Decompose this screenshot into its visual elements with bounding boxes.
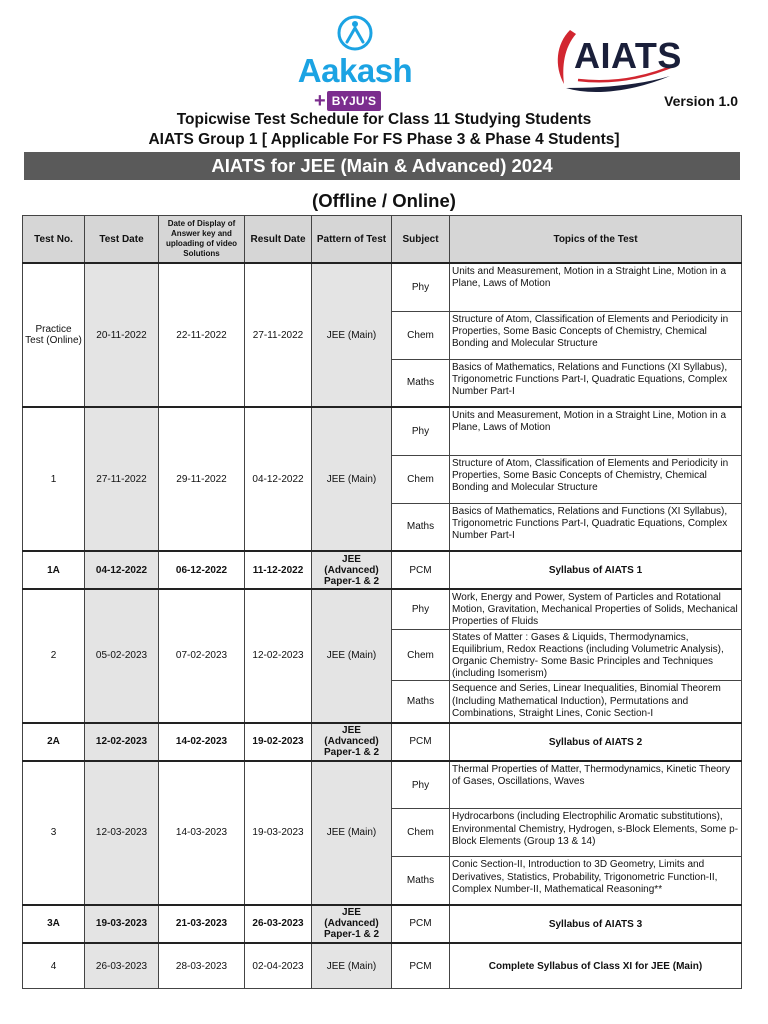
table-row <box>23 589 742 629</box>
header-test-no: Test No. <box>23 216 85 264</box>
cell-test-date: 27-11-2022 <box>85 407 159 551</box>
cell-pattern: JEE (Advanced) Paper-1 & 2 <box>312 551 392 589</box>
header-result-date: Result Date <box>245 216 312 264</box>
byjus-badge <box>314 90 381 112</box>
cell-subject: Chem <box>392 455 450 503</box>
cell-pattern: JEE (Advanced) Paper-1 & 2 <box>312 723 392 761</box>
cell-subject: Phy <box>392 263 450 311</box>
table-row <box>23 263 742 311</box>
cell-test-date: 19-03-2023 <box>85 905 159 943</box>
cell-topics: Basics of Mathematics, Relations and Functions (XI Syllabus), Trigonometric Functions Part-I, Quadratic Equations, Complex Number Part-I <box>450 503 742 551</box>
cell-result-date: 26-03-2023 <box>245 905 312 943</box>
cell-test-no: 4 <box>23 943 85 989</box>
cell-topics: Conic Section-II, Introduction to 3D Geometry, Limits and Derivatives, Statistics, Probability, Trigonometric Function-II, Complex Number-II, Mathematical Reasoning** <box>450 857 742 905</box>
table-row <box>23 943 742 989</box>
cell-topics: Structure of Atom, Classification of Elements and Periodicity in Properties, Some Basic Concepts of Chemistry, Chemical Bonding and Molecular Structure <box>450 455 742 503</box>
cell-pattern: JEE (Main) <box>312 943 392 989</box>
cell-subject: Chem <box>392 629 450 681</box>
cell-topics: Units and Measurement, Motion in a Straight Line, Motion in a Plane, Laws of Motion <box>450 263 742 311</box>
cell-test-date: 12-03-2023 <box>85 761 159 905</box>
cell-topics: Syllabus of AIATS 3 <box>450 905 742 943</box>
document-subtitle: AIATS Group 1 [ Applicable For FS Phase 3 & Phase 4 Students] <box>148 131 620 148</box>
cell-topics: States of Matter : Gases & Liquids, Thermodynamics, Equilibrium, Redox Reactions (including Volumetric Analysis), Organic Chemistry- Some Basic Principles and Techniques (including Isomerism) <box>450 629 742 681</box>
table-row <box>23 761 742 809</box>
cell-test-no: 2A <box>23 723 85 761</box>
aiats-logo <box>552 18 712 98</box>
cell-result-date: 19-02-2023 <box>245 723 312 761</box>
cell-test-no: 3 <box>23 761 85 905</box>
cell-display-date: 21-03-2023 <box>159 905 245 943</box>
cell-result-date: 12-02-2023 <box>245 589 312 723</box>
cell-test-date: 04-12-2022 <box>85 551 159 589</box>
cell-topics: Complete Syllabus of Class XI for JEE (Main) <box>450 943 742 989</box>
version-label: Version 1.0 <box>664 93 738 109</box>
table-row <box>23 551 742 589</box>
table-header-row <box>23 216 742 264</box>
cell-subject: PCM <box>392 551 450 589</box>
cell-pattern: JEE (Main) <box>312 589 392 723</box>
cell-test-no: 2 <box>23 589 85 723</box>
byjus-wordmark: BYJU'S <box>327 91 382 111</box>
cell-topics: Thermal Properties of Matter, Thermodynamics, Kinetic Theory of Gases, Oscillations, Waves <box>450 761 742 809</box>
cell-subject: Phy <box>392 407 450 455</box>
header-topics: Topics of the Test <box>450 216 742 264</box>
cell-test-date: 26-03-2023 <box>85 943 159 989</box>
header-display-date: Date of Display of Answer key and uploading of video Solutions <box>159 216 245 264</box>
cell-display-date: 07-02-2023 <box>159 589 245 723</box>
cell-pattern: JEE (Advanced) Paper-1 & 2 <box>312 905 392 943</box>
cell-display-date: 14-02-2023 <box>159 723 245 761</box>
cell-pattern: JEE (Main) <box>312 263 392 407</box>
cell-pattern: JEE (Main) <box>312 761 392 905</box>
aiats-wordmark: AIATS <box>574 35 682 76</box>
cell-test-no: 3A <box>23 905 85 943</box>
cell-result-date: 27-11-2022 <box>245 263 312 407</box>
plus-icon: + <box>314 90 326 112</box>
cell-subject: Maths <box>392 359 450 407</box>
cell-topics: Syllabus of AIATS 2 <box>450 723 742 761</box>
cell-topics: Syllabus of AIATS 1 <box>450 551 742 589</box>
table-row <box>23 723 742 761</box>
cell-subject: Phy <box>392 589 450 629</box>
document-title: Topicwise Test Schedule for Class 11 Studying Students <box>176 111 592 128</box>
cell-result-date: 11-12-2022 <box>245 551 312 589</box>
cell-display-date: 22-11-2022 <box>159 263 245 407</box>
test-schedule-table <box>22 215 742 989</box>
cell-subject: PCM <box>392 723 450 761</box>
exam-mode: (Offline / Online) <box>312 190 456 211</box>
cell-subject: Chem <box>392 809 450 857</box>
cell-subject: Maths <box>392 681 450 723</box>
cell-topics: Sequence and Series, Linear Inequalities, Binomial Theorem (Including Mathematical Induction), Permutations and Combinations, Straight Lines, Conic Section-I <box>450 681 742 723</box>
cell-result-date: 19-03-2023 <box>245 761 312 905</box>
cell-topics: Units and Measurement, Motion in a Straight Line, Motion in a Plane, Laws of Motion <box>450 407 742 455</box>
cell-test-no: 1 <box>23 407 85 551</box>
table-row <box>23 905 742 943</box>
cell-topics: Basics of Mathematics, Relations and Functions (XI Syllabus), Trigonometric Functions Part-I, Quadratic Equations, Complex Number Part-I <box>450 359 742 407</box>
cell-result-date: 02-04-2023 <box>245 943 312 989</box>
cell-test-date: 05-02-2023 <box>85 589 159 723</box>
cell-pattern: JEE (Main) <box>312 407 392 551</box>
exam-banner: AIATS for JEE (Main & Advanced) 2024 <box>24 152 740 180</box>
cell-display-date: 14-03-2023 <box>159 761 245 905</box>
cell-subject: Maths <box>392 503 450 551</box>
header-pattern: Pattern of Test <box>312 216 392 264</box>
cell-subject: Chem <box>392 311 450 359</box>
aakash-emblem-icon <box>336 14 374 52</box>
cell-subject: PCM <box>392 905 450 943</box>
cell-topics: Structure of Atom, Classification of Elements and Periodicity in Properties, Some Basic Concepts of Chemistry, Chemical Bonding and Molecular Structure <box>450 311 742 359</box>
cell-display-date: 06-12-2022 <box>159 551 245 589</box>
aakash-logo <box>288 14 422 112</box>
cell-test-no: 1A <box>23 551 85 589</box>
cell-subject: Maths <box>392 857 450 905</box>
cell-topics: Hydrocarbons (including Electrophilic Aromatic substitutions), Environmental Chemistry, Hydrogen, s-Block Elements, Some p-Block Elements (Group 13 & 14) <box>450 809 742 857</box>
cell-result-date: 04-12-2022 <box>245 407 312 551</box>
cell-display-date: 29-11-2022 <box>159 407 245 551</box>
header-subject: Subject <box>392 216 450 264</box>
aakash-wordmark: Aakash <box>297 52 413 89</box>
cell-test-date: 20-11-2022 <box>85 263 159 407</box>
cell-subject: Phy <box>392 761 450 809</box>
cell-test-date: 12-02-2023 <box>85 723 159 761</box>
table-row <box>23 407 742 455</box>
cell-topics: Work, Energy and Power, System of Particles and Rotational Motion, Gravitation, Mechanical Properties of Solids, Mechanical Properties of Fluids <box>450 589 742 629</box>
cell-test-no: Practice Test (Online) <box>23 263 85 407</box>
cell-display-date: 28-03-2023 <box>159 943 245 989</box>
cell-subject: PCM <box>392 943 450 989</box>
header-test-date: Test Date <box>85 216 159 264</box>
